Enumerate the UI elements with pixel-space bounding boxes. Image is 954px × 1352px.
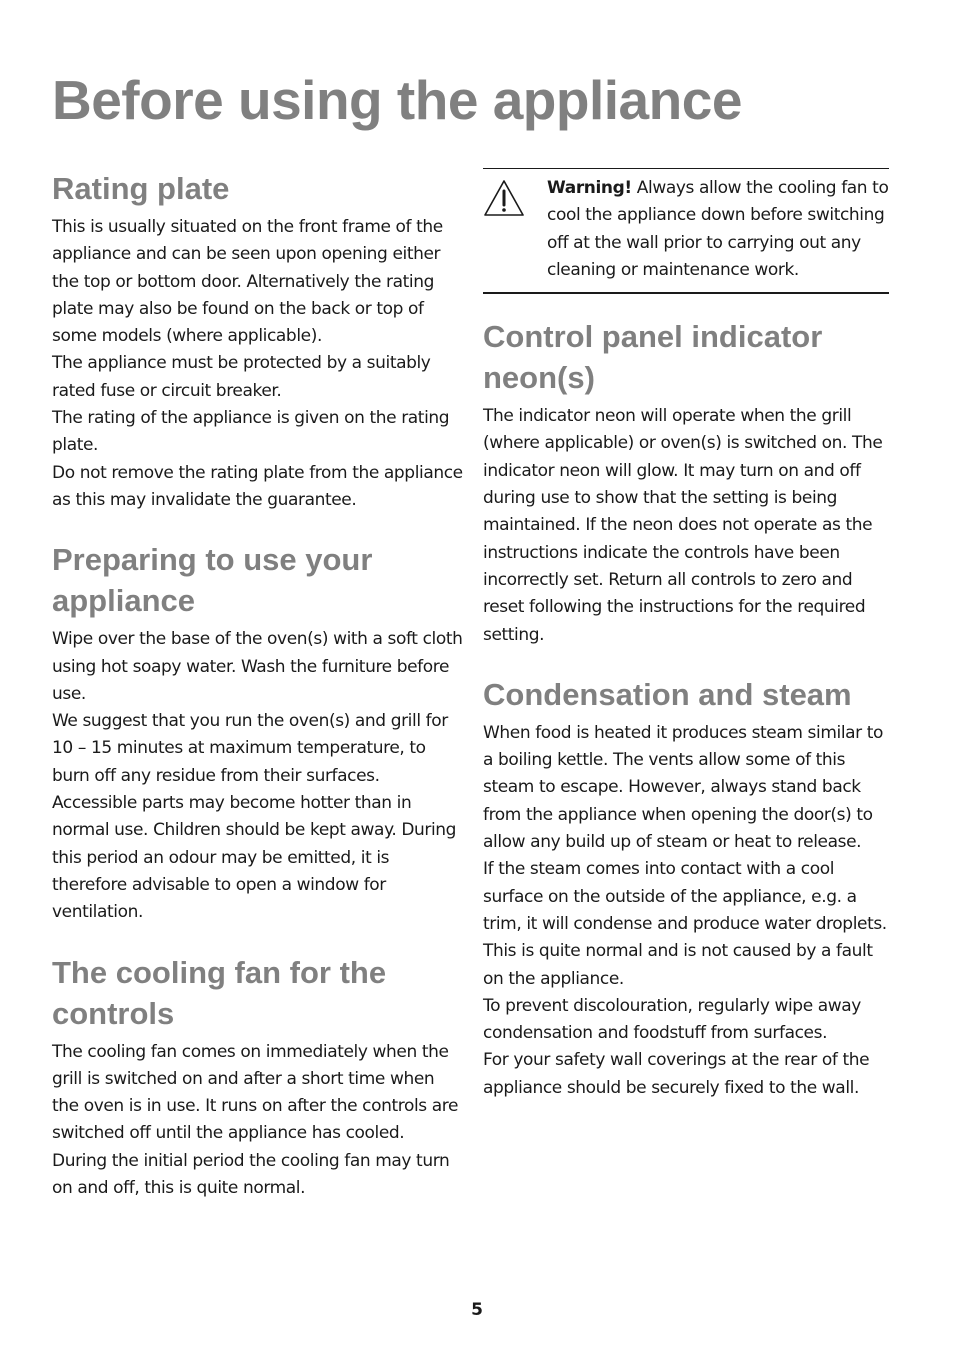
cooling-fan-heading: The cooling fan for the controls [52, 954, 387, 1031]
section-cooling-fan [52, 952, 464, 1203]
condensation-paragraph: If the steam comes into contact with a cool surface on the outside of the appliance, e.g. a trim, it will condense and produce water droplets. This is quite normal and is not caused by a fault on the appliance. [483, 859, 887, 989]
rating-plate-paragraph: The rating of the appliance is given on the rating plate. [52, 408, 450, 456]
condensation-paragraph: To prevent discolouration, regularly wipe away condensation and foodstuff from surfaces. [483, 995, 861, 1044]
rating-plate-paragraph: This is usually situated on the front frame of the appliance and can be seen upon opening either the top or bottom door. Alternatively the rating plate may also be found on the back or top of some models (where applicable). [52, 217, 443, 347]
preparing-heading: Preparing to use your appliance [52, 542, 373, 619]
control-panel-paragraph: The indicator neon will operate when the grill (where applicable) or oven(s) is switched on. The indicator neon will glow. It may turn on and off during use to show that the setting is being maintained. If the neon does not operate as the instructions indicate the controls have been incorrectly set. Return all controls to zero and reset following the instructions for the required setting. [483, 406, 883, 645]
preparing-paragraph: Wipe over the base of the oven(s) with a soft cloth using hot soapy water. Wash the furniture before use. [52, 629, 463, 704]
right-column [483, 168, 889, 1102]
page-number: 5 [471, 1300, 483, 1320]
section-rating-plate [52, 168, 464, 514]
control-panel-heading: Control panel indicator neon(s) [483, 319, 823, 396]
rating-plate-paragraph: The appliance must be protected by a suitably rated fuse or circuit breaker. [52, 353, 431, 401]
section-preparing [52, 539, 464, 926]
warning-text [547, 175, 889, 284]
rating-plate-heading: Rating plate [52, 171, 230, 206]
warning-box [483, 168, 889, 294]
cooling-fan-paragraph: The cooling fan comes on immediately when the grill is switched on and after a short time when the oven is in use. It runs on after the controls are switched off until the appliance has cooled. During the initial period the cooling fan may turn on and off, this is quite normal. [52, 1041, 459, 1199]
section-condensation [483, 674, 889, 1102]
warning-triangle-icon [483, 179, 525, 217]
section-control-panel [483, 316, 889, 649]
warning-label: Warning! [547, 178, 632, 198]
condensation-heading: Condensation and steam [483, 676, 852, 712]
rating-plate-paragraph: Do not remove the rating plate from the appliance as this may invalidate the guarantee. [52, 462, 463, 510]
preparing-paragraph: We suggest that you run the oven(s) and grill for 10 – 15 minutes at maximum temperature, to burn off any residue from their surfaces. Accessible parts may become hotter than in normal use. Children should be kept away. During this period an odour may be emitted, it is therefore advisable to open a window for ventilation. [52, 711, 457, 923]
warning-body: Always allow the cooling fan to cool the appliance down before switching off at the wall prior to carrying out any cleaning or maintenance work. [547, 178, 889, 280]
condensation-paragraph: When food is heated it produces steam similar to a boiling kettle. The vents allow some of this steam to escape. However, always stand back from the appliance when opening the door(s) to allow any build up of steam or heat to release. [483, 722, 884, 853]
page-title: Before using the appliance [52, 69, 742, 131]
left-column [52, 168, 464, 1202]
condensation-paragraph: For your safety wall coverings at the rear of the appliance should be securely fixed to the wall. [483, 1050, 870, 1098]
